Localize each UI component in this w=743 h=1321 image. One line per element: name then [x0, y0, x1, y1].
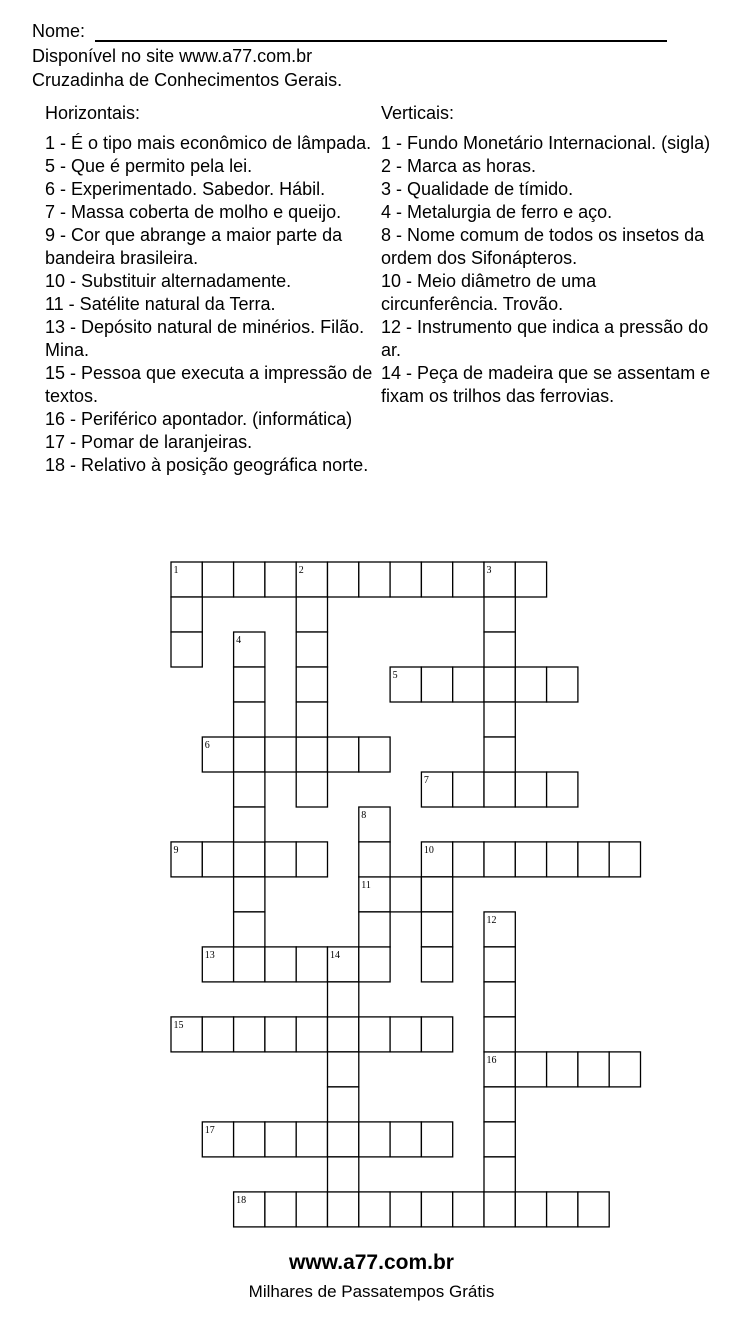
grid-cell[interactable]: [453, 1192, 484, 1227]
clue-number: 1: [173, 565, 179, 576]
grid-cell[interactable]: [171, 842, 202, 877]
grid-cell[interactable]: [202, 842, 233, 877]
vertical-clues-title: Verticais:: [381, 103, 455, 123]
grid-cell[interactable]: [421, 562, 452, 597]
grid-cell[interactable]: [328, 1192, 359, 1227]
grid-cell[interactable]: [421, 1122, 452, 1157]
grid-cell[interactable]: [421, 667, 452, 702]
grid-cell[interactable]: [359, 807, 390, 842]
grid-cell[interactable]: [234, 632, 265, 667]
grid-cell[interactable]: [421, 947, 452, 982]
grid-cell[interactable]: [390, 877, 421, 912]
page-title: Cruzadinha de Conhecimentos Gerais.: [32, 70, 343, 90]
clue-number: 16: [486, 1054, 497, 1066]
grid-cell[interactable]: [296, 1122, 327, 1157]
grid-cell[interactable]: [359, 737, 390, 772]
grid-cell[interactable]: [421, 772, 452, 807]
clue-number: 9: [173, 844, 179, 856]
grid-cell[interactable]: [515, 1052, 546, 1087]
grid-cell[interactable]: [453, 772, 484, 807]
grid-cell[interactable]: [484, 947, 515, 982]
grid-cell[interactable]: [390, 1192, 421, 1227]
clue-horizontal-5: 5 - Que é permito pela lei.: [45, 156, 253, 176]
clue-number: 5: [392, 670, 398, 681]
grid-cell[interactable]: [515, 842, 546, 877]
grid-cell[interactable]: [234, 842, 265, 877]
footer-tagline: Milhares de Passatempos Grátis: [248, 1282, 495, 1301]
grid-cell[interactable]: [202, 562, 233, 597]
grid-cell[interactable]: [390, 562, 421, 597]
grid-cell[interactable]: [421, 912, 452, 947]
grid-cell[interactable]: [202, 737, 233, 772]
clue-horizontal-15: 15 - Pessoa que executa a impressão de textos.: [45, 363, 373, 406]
grid-cell[interactable]: [359, 1192, 390, 1227]
grid-cell[interactable]: [484, 1157, 515, 1192]
grid-cell[interactable]: [234, 562, 265, 597]
grid-cell[interactable]: [202, 1017, 233, 1052]
clue-horizontal-13: 13 - Depósito natural de minérios. Filão. Mina.: [45, 317, 365, 360]
grid-cell[interactable]: [484, 667, 515, 702]
grid-cell[interactable]: [359, 562, 390, 597]
grid-cell[interactable]: [390, 1122, 421, 1157]
grid-cell[interactable]: [296, 597, 327, 632]
clue-number: 4: [236, 635, 242, 646]
grid-cell[interactable]: [578, 1192, 609, 1227]
clue-number: 2: [298, 565, 304, 576]
grid-cell[interactable]: [547, 1052, 578, 1087]
name-field[interactable]: [95, 40, 667, 42]
grid-cell[interactable]: [484, 702, 515, 737]
grid-cell[interactable]: [296, 842, 327, 877]
grid-cell[interactable]: [328, 737, 359, 772]
horizontal-clues: [45, 102, 377, 477]
grid-cell[interactable]: [234, 702, 265, 737]
clue-horizontal-16: 16 - Periférico apontador. (informática): [45, 409, 353, 429]
grid-cell[interactable]: [202, 1122, 233, 1157]
clue-number: 18: [236, 1194, 247, 1206]
grid-cell[interactable]: [453, 562, 484, 597]
grid-cell[interactable]: [484, 737, 515, 772]
grid-cell[interactable]: [296, 562, 327, 597]
grid-cell[interactable]: [328, 982, 359, 1017]
grid-cell[interactable]: [234, 807, 265, 842]
grid-cell[interactable]: [515, 1192, 546, 1227]
grid-cell[interactable]: [328, 1017, 359, 1052]
grid-cell[interactable]: [265, 737, 296, 772]
grid-cell[interactable]: [453, 842, 484, 877]
grid-cell[interactable]: [328, 1122, 359, 1157]
grid-cell[interactable]: [328, 1052, 359, 1087]
grid-cell[interactable]: [234, 772, 265, 807]
site-notice: Disponível no site www.a77.com.br: [32, 46, 313, 66]
clue-number: 15: [173, 1019, 184, 1031]
grid-cell[interactable]: [390, 667, 421, 702]
grid-cell[interactable]: [171, 1017, 202, 1052]
grid-cell[interactable]: [484, 632, 515, 667]
grid-cell[interactable]: [328, 947, 359, 982]
grid-cell[interactable]: [359, 877, 390, 912]
clue-vertical-14: 14 - Peça de madeira que se assentam e fixam os trilhos das ferrovias.: [381, 363, 711, 406]
grid-cell[interactable]: [265, 1192, 296, 1227]
grid-cell[interactable]: [547, 772, 578, 807]
vertical-clues: [381, 102, 711, 408]
grid-cell[interactable]: [484, 562, 515, 597]
grid-cell[interactable]: [328, 562, 359, 597]
clue-number: 13: [204, 949, 215, 961]
grid-cell[interactable]: [234, 1192, 265, 1227]
grid-cell[interactable]: [359, 912, 390, 947]
clue-horizontal-18: 18 - Relativo à posição geográfica norte.: [45, 455, 369, 475]
clue-vertical-4: 4 - Metalurgia de ferro e aço.: [381, 202, 613, 222]
grid-cell[interactable]: [234, 1017, 265, 1052]
clue-vertical-10: 10 - Meio diâmetro de uma circunferência. Trovão.: [381, 271, 597, 314]
grid-cell[interactable]: [234, 1122, 265, 1157]
grid-cell[interactable]: [296, 1017, 327, 1052]
grid-cell[interactable]: [484, 1017, 515, 1052]
grid-cell[interactable]: [421, 1192, 452, 1227]
grid-cell[interactable]: [421, 877, 452, 912]
grid-cell[interactable]: [234, 912, 265, 947]
grid-cell[interactable]: [265, 1017, 296, 1052]
clue-horizontal-10: 10 - Substituir alternadamente.: [45, 271, 292, 291]
grid-cell[interactable]: [296, 1192, 327, 1227]
clue-horizontal-9: 9 - Cor que abrange a maior parte da bandeira brasileira.: [45, 225, 343, 268]
grid-cell[interactable]: [171, 562, 202, 597]
grid-cell[interactable]: [359, 947, 390, 982]
grid-cell[interactable]: [390, 1017, 421, 1052]
horizontal-clues-title: Horizontais:: [45, 103, 141, 123]
clue-number: 12: [486, 914, 497, 926]
grid-cell[interactable]: [453, 667, 484, 702]
grid-cell[interactable]: [328, 1087, 359, 1122]
clue-vertical-12: 12 - Instrumento que indica a pressão do ar.: [381, 317, 709, 360]
grid-cell[interactable]: [265, 1122, 296, 1157]
grid-cell[interactable]: [484, 597, 515, 632]
grid-cell[interactable]: [296, 947, 327, 982]
grid-cell[interactable]: [171, 632, 202, 667]
grid-cell[interactable]: [578, 1052, 609, 1087]
grid-cell[interactable]: [484, 912, 515, 947]
grid-cell[interactable]: [296, 632, 327, 667]
grid-cell[interactable]: [609, 1052, 640, 1087]
clue-number: 10: [423, 844, 434, 856]
grid-cell[interactable]: [296, 667, 327, 702]
clue-number: 6: [204, 740, 210, 751]
clue-horizontal-11: 11 - Satélite natural da Terra.: [45, 294, 276, 314]
grid-cell[interactable]: [578, 842, 609, 877]
grid-cell[interactable]: [515, 562, 546, 597]
name-label: Nome:: [32, 21, 86, 41]
clue-number: 11: [361, 879, 371, 891]
clue-horizontal-1: 1 - É o tipo mais econômico de lâmpada.: [45, 133, 372, 153]
clue-horizontal-6: 6 - Experimentado. Sabedor. Hábil.: [45, 179, 326, 199]
grid-cell[interactable]: [547, 667, 578, 702]
clue-number: 8: [361, 810, 367, 821]
grid-cell[interactable]: [234, 877, 265, 912]
footer-site-url[interactable]: www.a77.com.br: [289, 1251, 454, 1274]
grid-cell[interactable]: [484, 772, 515, 807]
grid-cell[interactable]: [484, 982, 515, 1017]
grid-cell[interactable]: [359, 1122, 390, 1157]
grid-cell[interactable]: [515, 772, 546, 807]
grid-cell[interactable]: [547, 842, 578, 877]
grid-cell[interactable]: [547, 1192, 578, 1227]
grid-cell[interactable]: [296, 772, 327, 807]
clue-number: 3: [486, 565, 492, 576]
grid-cell[interactable]: [328, 1157, 359, 1192]
grid-cell[interactable]: [265, 842, 296, 877]
grid-cell[interactable]: [484, 1087, 515, 1122]
clue-vertical-8: 8 - Nome comum de todos os insetos da ordem dos Sifonápteros.: [381, 225, 705, 268]
grid-cell[interactable]: [359, 1017, 390, 1052]
clue-vertical-1: 1 - Fundo Monetário Internacional. (sigla): [381, 133, 711, 153]
grid-cell[interactable]: [484, 1122, 515, 1157]
grid-cell[interactable]: [265, 562, 296, 597]
grid-cell[interactable]: [421, 1017, 452, 1052]
clue-number: 7: [423, 775, 429, 786]
grid-cell[interactable]: [421, 842, 452, 877]
grid-cell[interactable]: [296, 737, 327, 772]
grid-cell[interactable]: [359, 842, 390, 877]
grid-cell[interactable]: [234, 667, 265, 702]
grid-cell[interactable]: [515, 667, 546, 702]
grid-cell[interactable]: [296, 702, 327, 737]
grid-cell[interactable]: [234, 737, 265, 772]
clue-horizontal-17: 17 - Pomar de laranjeiras.: [45, 432, 253, 452]
clue-number: 17: [204, 1124, 215, 1136]
grid-cell[interactable]: [484, 842, 515, 877]
clue-horizontal-7: 7 - Massa coberta de molho e queijo.: [45, 202, 342, 222]
clue-vertical-3: 3 - Qualidade de tímido.: [381, 179, 574, 199]
grid-cell[interactable]: [171, 597, 202, 632]
clue-number: 14: [330, 949, 340, 961]
grid-cell[interactable]: [609, 842, 640, 877]
grid-cell[interactable]: [202, 947, 233, 982]
clue-vertical-2: 2 - Marca as horas.: [381, 156, 537, 176]
grid-cell[interactable]: [265, 947, 296, 982]
grid-cell[interactable]: [484, 1192, 515, 1227]
grid-cell[interactable]: [234, 947, 265, 982]
grid-cell[interactable]: [484, 1052, 515, 1087]
